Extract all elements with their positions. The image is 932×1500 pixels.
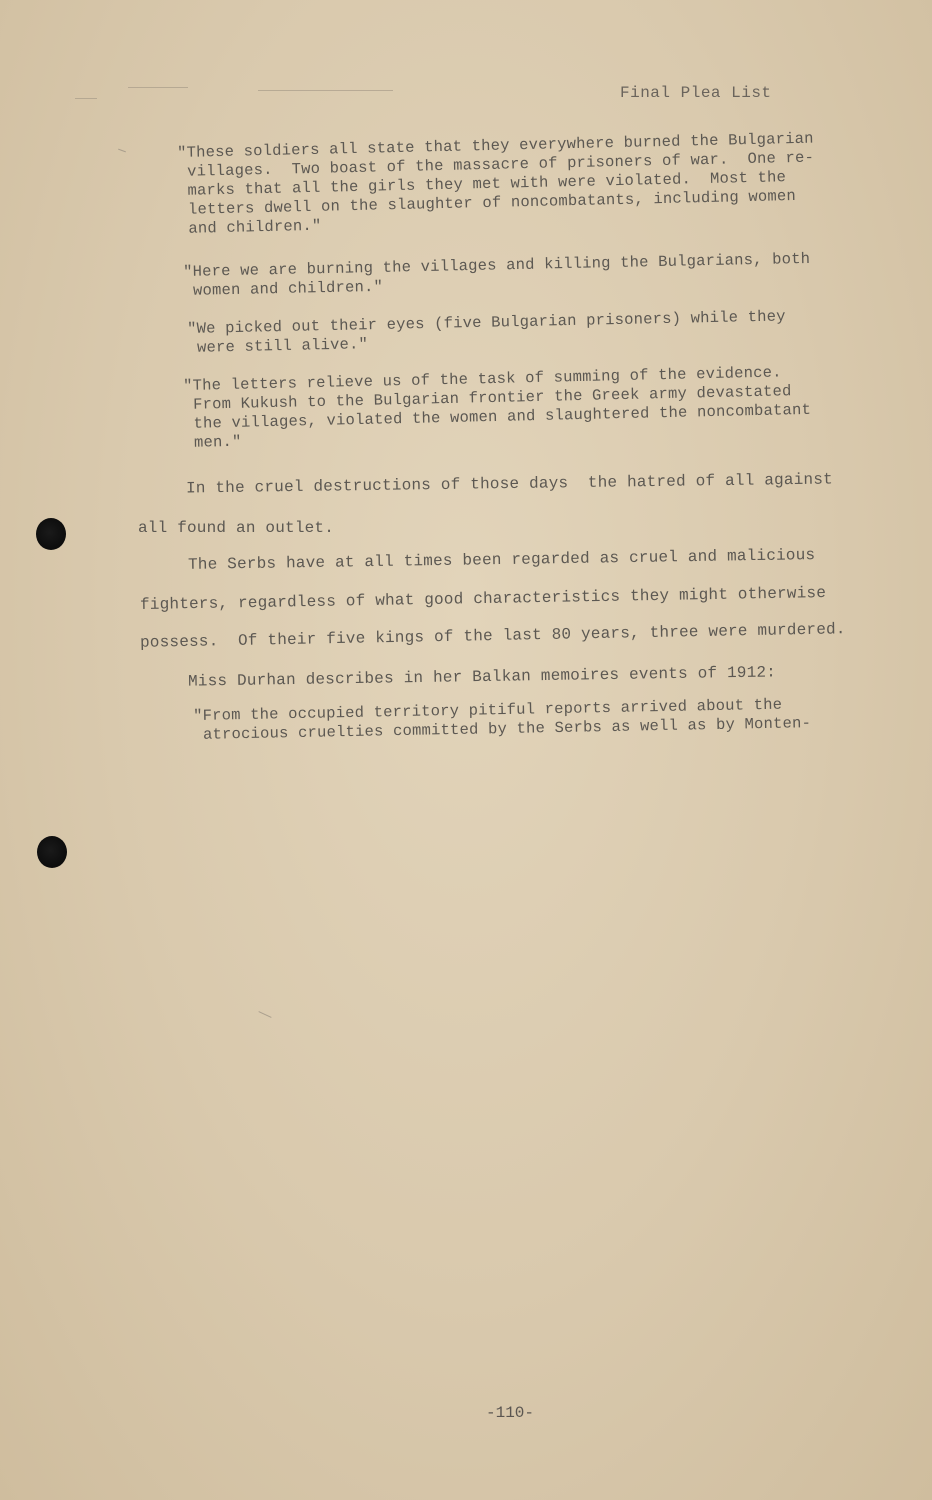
paragraph-hatred-line-1: In the cruel destructions of those days the hatred of all against	[185, 470, 833, 498]
paragraph-serbs-line-1: The Serbs have at all times been regarded as cruel and malicious	[187, 546, 816, 574]
binder-hole-top	[36, 518, 66, 550]
quote-letters-evidence: "The letters relieve us of the task of summing of the evidence. From Kukush to the Bulgarian frontier the Greek army devastated the villages, violated the women and slaughtered the noncombatant men."	[183, 363, 812, 452]
page-number: -110-	[486, 1404, 535, 1422]
quote-occupied-territory: "From the occupied territory pitiful reports arrived about the atrocious cruelties committed by the Serbs as well as by Monten-	[193, 695, 812, 744]
stray-mark	[258, 1011, 271, 1018]
header-rule-middle	[258, 90, 393, 91]
paragraph-serbs-line-2: fighters, regardless of what good characteristics they might otherwise	[139, 584, 827, 614]
binder-hole-bottom	[37, 836, 67, 868]
quote-soldiers-letters: "These soldiers all state that they everywhere burned the Bulgarian villages. Two boast of the massacre of prisoners of war. One re- marks that all the girls they met with were violated. Most the letters dwell on the slaughter of noncombatants, including women and children."	[177, 129, 815, 238]
page-header-title: Final Plea List	[620, 84, 772, 102]
header-rule-short	[75, 98, 97, 99]
stray-mark-small	[118, 149, 126, 153]
header-rule-left	[128, 87, 188, 88]
quote-burning-villages: "Here we are burning the villages and killing the Bulgarians, both women and children."	[183, 249, 811, 300]
paragraph-hatred-line-2: all found an outlet.	[138, 519, 335, 537]
paragraph-serbs-line-3: possess. Of their five kings of the last 80 years, three were murdered.	[139, 620, 846, 652]
quote-picked-out-eyes: "We picked out their eyes (five Bulgarian prisoners) while they were still alive."	[187, 307, 786, 357]
paragraph-durhan: Miss Durhan describes in her Balkan memoires events of 1912:	[187, 663, 777, 691]
